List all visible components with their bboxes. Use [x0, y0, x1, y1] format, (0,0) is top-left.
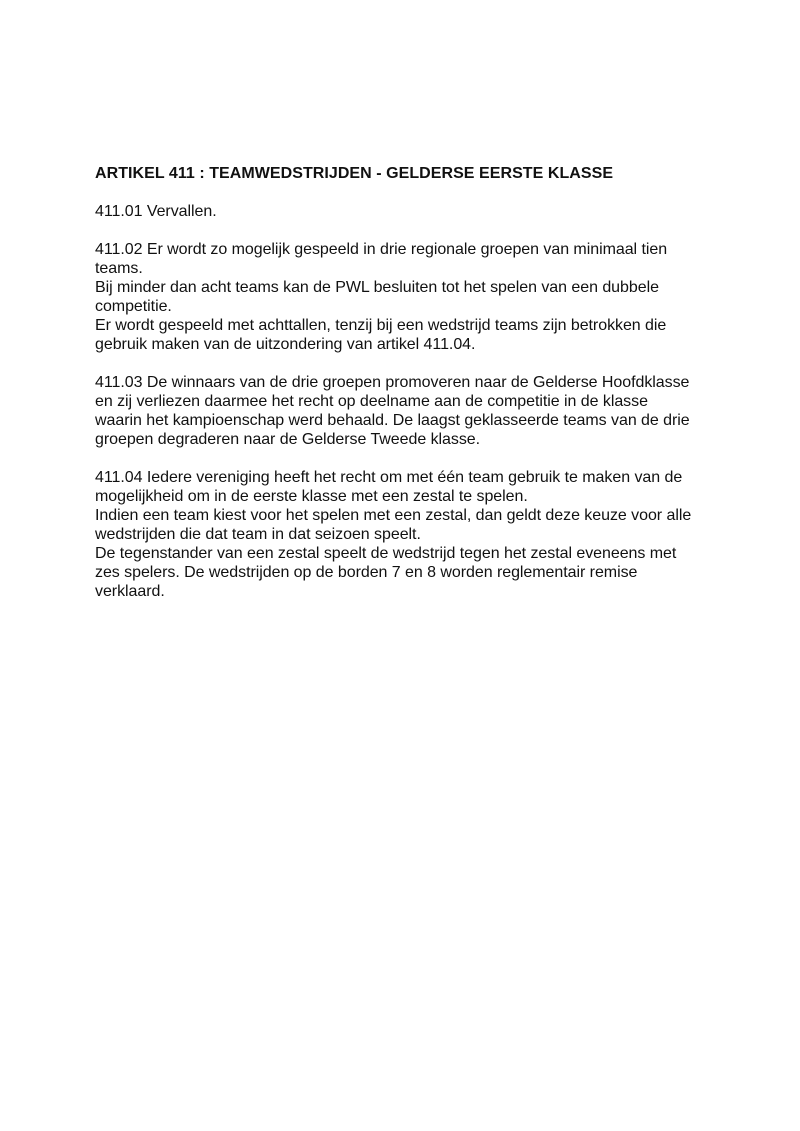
- document-page: [95, 164, 735, 620]
- text-line: Er wordt gespeeld met achttallen, tenzij bij een wedstrijd teams zijn betrokken die: [95, 317, 667, 334]
- text-line: zes spelers. De wedstrijden op de borden 7 en 8 worden reglementair remise: [95, 564, 638, 581]
- text-line: 411.01 Vervallen.: [95, 203, 217, 220]
- text-line: waarin het kampioenschap werd behaald. De laagst geklasseerde teams van de drie: [95, 412, 690, 429]
- text-line: Indien een team kiest voor het spelen met een zestal, dan geldt deze keuze voor alle: [95, 507, 692, 524]
- text-line: en zij verliezen daarmee het recht op deelname aan de competitie in de klasse: [95, 393, 648, 410]
- text-line: wedstrijden die dat team in dat seizoen speelt.: [95, 526, 421, 543]
- text-line: mogelijkheid om in de eerste klasse met een zestal te spelen.: [95, 488, 528, 505]
- article-411-04: [95, 468, 735, 601]
- text-line: De tegenstander van een zestal speelt de wedstrijd tegen het zestal eveneens met: [95, 545, 677, 562]
- text-line: teams.: [95, 260, 143, 277]
- text-line: 411.03 De winnaars van de drie groepen promoveren naar de Gelderse Hoofdklasse: [95, 374, 690, 391]
- text-line: gebruik maken van de uitzondering van artikel 411.04.: [95, 336, 476, 353]
- text-line: verklaard.: [95, 583, 165, 600]
- article-411-03: [95, 373, 735, 449]
- article-title: ARTIKEL 411 : TEAMWEDSTRIJDEN - GELDERSE EERSTE KLASSE: [95, 165, 614, 182]
- text-line: Bij minder dan acht teams kan de PWL besluiten tot het spelen van een dubbele: [95, 279, 659, 296]
- article-411-02: [95, 240, 735, 354]
- text-line: competitie.: [95, 298, 172, 315]
- text-line: groepen degraderen naar de Gelderse Tweede klasse.: [95, 431, 481, 448]
- text-line: 411.04 Iedere vereniging heeft het recht om met één team gebruik te maken van de: [95, 469, 683, 486]
- text-line: 411.02 Er wordt zo mogelijk gespeeld in drie regionale groepen van minimaal tien: [95, 241, 668, 258]
- article-411-01: [95, 202, 735, 221]
